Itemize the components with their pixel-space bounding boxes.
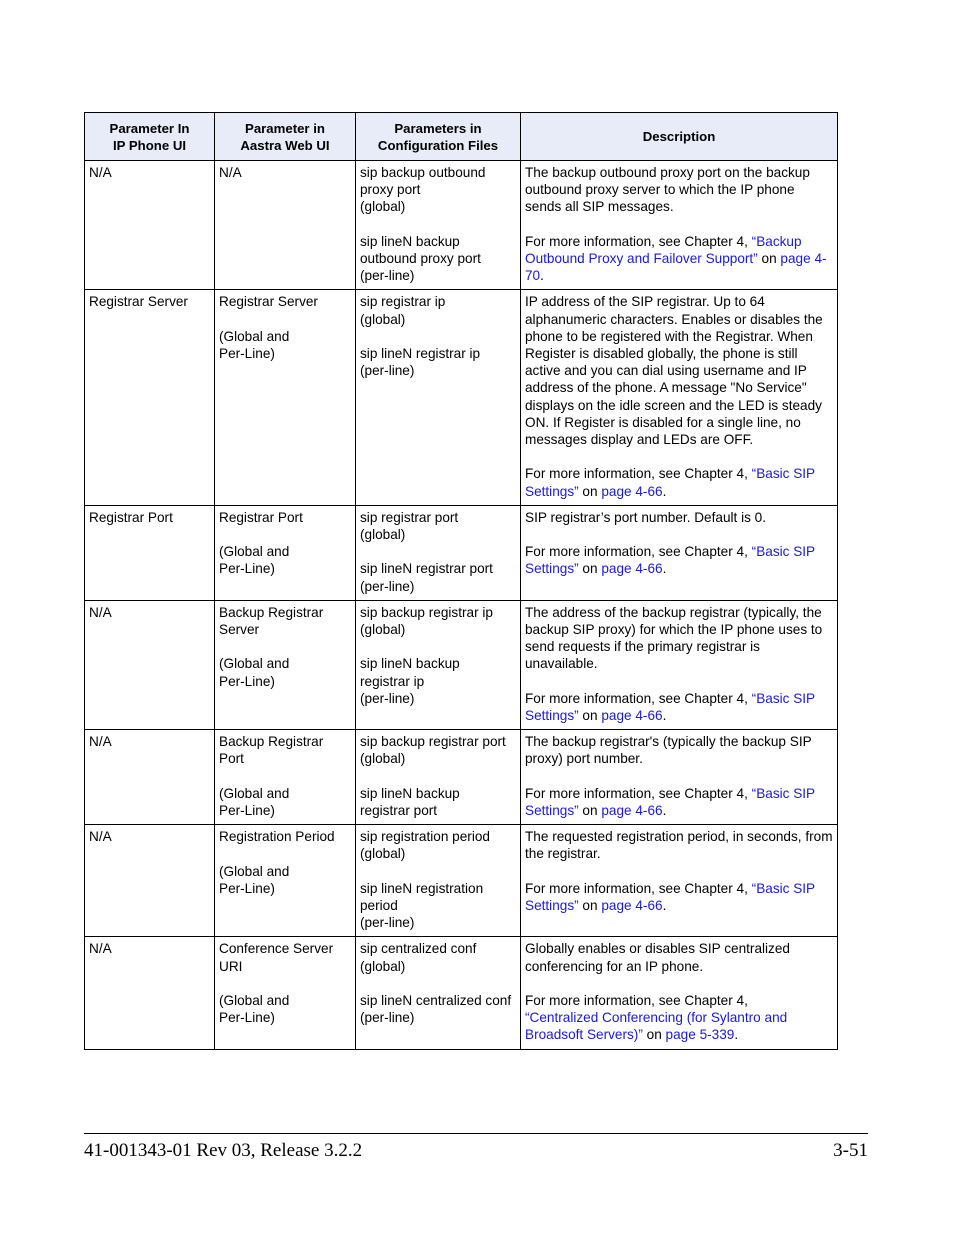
header-description: Description [521,113,838,161]
more-info-text [525,465,833,499]
description-text: SIP registrar’s port number. Default is 0. [525,509,767,525]
page-reference-link[interactable]: page 4-66 [601,898,663,914]
web-ui-text: (Global and Per-Line) [219,328,290,361]
more-info-text [525,992,833,1044]
paragraph-gap [525,448,833,465]
more-info-prefix: For more information, see Chapter 4, [525,993,748,1009]
table-row [85,937,838,1049]
config-parameter-text: sip lineN centralized conf (per-line) [360,993,512,1026]
table-row [85,730,838,825]
config-parameter-text: sip lineN registrar port (per-line) [360,561,493,594]
paragraph-gap [219,526,351,543]
web-ui-text: (Global and Per-Line) [219,785,290,819]
description-text: The address of the backup registrar (typically, the backup SIP proxy) for which the IP phone uses to send requests if the primary registrar is unavailable. [525,604,823,672]
paragraph-gap [360,638,516,655]
paragraph-gap [525,526,833,543]
more-info-end: . [662,803,667,819]
config-parameter-text: sip backup registrar ip (global) [360,604,493,638]
cell-description [521,730,838,825]
more-info-end: . [662,483,667,499]
paragraph-gap [525,673,833,690]
config-parameter-text: sip lineN registration period (per-line) [360,880,484,931]
config-parameter-text: sip lineN backup registrar ip (per-line) [360,656,460,706]
cell-description [521,161,838,290]
web-ui-text: Conference Server URI [219,941,334,974]
table-row [85,505,838,600]
description-text: IP address of the SIP registrar. Up to 64 alphanumeric characters. Enables or disables the phone to be registered with the Registrar. When Register is disabled globally, the phone is still active and you can dial using username and IP address of the phone. A message "No Service" displays on the idle screen and the LED is steady ON. If Register is disabled for a single line, no messages display and LEDs are OFF. [525,294,823,448]
web-ui-text: Registrar Port [219,509,303,525]
paragraph-gap [525,863,833,880]
more-info-prefix: For more information, see Chapter 4, [525,785,752,801]
paragraph-gap [360,975,516,992]
web-ui-text: Backup Registrar Port [219,734,324,767]
config-parameter-text: sip registrar port (global) [360,509,459,543]
cell-phone-ui: N/A [85,730,215,825]
paragraph-gap [219,975,351,992]
more-info-on: on [757,251,781,266]
more-info-on: on [578,483,602,499]
header-phone-ui: Parameter In IP Phone UI [85,113,215,161]
cell-description [521,825,838,937]
cell-web-ui [215,937,356,1049]
cell-web-ui [215,600,356,729]
paragraph-gap [360,768,516,785]
table-row [85,290,838,505]
more-info-end: . [662,898,667,914]
cell-phone-ui: N/A [85,161,215,290]
more-info-on: on [578,561,602,577]
paragraph-gap [360,543,516,560]
description-text: The requested registration period, in seconds, from the registrar. [525,829,833,862]
web-ui-text: Backup Registrar Server [219,604,324,638]
section-cross-reference-link[interactable]: “Basic SIP Settings” [525,690,815,724]
cell-config-files [356,161,521,290]
footer-page-number: 3-51 [833,1140,868,1161]
section-cross-reference-link[interactable]: “Basic SIP Settings” [525,880,815,914]
cell-config-files [356,730,521,825]
page-footer [84,1133,868,1161]
paragraph-gap [360,216,516,233]
more-info-prefix: For more information, see Chapter 4, [525,690,752,706]
cell-phone-ui: Registrar Port [85,505,215,600]
config-parameter-text: sip backup outbound proxy port (global) [360,165,486,215]
paragraph-gap [360,328,516,345]
cell-phone-ui: N/A [85,600,215,729]
page-reference-link[interactable]: page 5-339 [665,1027,735,1043]
cell-phone-ui: N/A [85,937,215,1049]
paragraph-gap [525,768,833,785]
section-cross-reference-link[interactable]: “Basic SIP Settings” [525,544,815,577]
cell-description [521,290,838,505]
cell-config-files [356,937,521,1049]
more-info-on: on [578,803,602,819]
header-web-ui: Parameter in Aastra Web UI [215,113,356,161]
cell-config-files [356,290,521,505]
page-reference-link[interactable]: page 4-66 [601,708,663,724]
cell-description [521,937,838,1049]
cell-web-ui [215,825,356,937]
more-info-text [525,543,833,577]
section-cross-reference-link[interactable]: “Basic SIP Settings” [525,785,815,819]
table-body [85,161,838,1050]
web-ui-text: N/A [219,165,242,180]
more-info-on: on [642,1027,666,1043]
table-row [85,600,838,729]
parameter-table [84,112,838,1050]
table-header-row [85,113,838,161]
page-reference-link[interactable]: page 4-66 [601,803,663,819]
cell-phone-ui: N/A [85,825,215,937]
paragraph-gap [219,311,351,328]
cell-web-ui [215,505,356,600]
section-cross-reference-link[interactable]: “Backup Outbound Proxy and Failover Support” [525,233,802,266]
more-info-prefix: For more information, see Chapter 4, [525,466,752,482]
cell-config-files [356,825,521,937]
config-parameter-text: sip registration period (global) [360,829,490,862]
cell-web-ui [215,290,356,505]
cell-web-ui [215,161,356,290]
web-ui-text: (Global and Per-Line) [219,544,290,577]
more-info-on: on [578,898,602,914]
web-ui-text: Registration Period [219,829,335,845]
cell-phone-ui: Registrar Server [85,290,215,505]
section-cross-reference-link[interactable]: “Centralized Conferencing (for Sylantro and Broadsoft Servers)” [525,1010,788,1043]
web-ui-text: (Global and Per-Line) [219,863,290,896]
more-info-text [525,785,833,819]
paragraph-gap [525,975,833,992]
header-config-files: Parameters in Configuration Files [356,113,521,161]
config-parameter-text: sip registrar ip (global) [360,294,446,327]
table-row [85,161,838,290]
more-info-end: . [734,1027,739,1043]
page-reference-link[interactable]: page 4-70 [525,251,827,284]
cell-web-ui [215,730,356,825]
paragraph-gap [360,863,516,880]
config-parameter-text: sip centralized conf (global) [360,941,477,974]
config-parameter-text: sip lineN registrar ip (per-line) [360,346,481,379]
page-reference-link[interactable]: page 4-66 [601,483,663,499]
description-text: Globally enables or disables SIP centralized conferencing for an IP phone. [525,941,790,974]
section-cross-reference-link[interactable]: “Basic SIP Settings” [525,466,815,499]
paragraph-gap [219,845,351,862]
more-info-on: on [578,708,602,724]
config-parameter-text: sip backup registrar port (global) [360,734,506,767]
more-info-end: . [662,708,667,724]
web-ui-text: (Global and Per-Line) [219,993,290,1026]
web-ui-text: Registrar Server [219,294,318,310]
paragraph-gap [525,216,833,233]
config-parameter-text: sip lineN backup outbound proxy port (per-line) [360,233,481,284]
cell-config-files [356,600,521,729]
paragraph-gap [219,638,351,655]
footer-document-id: 41-001343-01 Rev 03, Release 3.2.2 [84,1140,363,1161]
cell-description [521,600,838,729]
cell-config-files [356,505,521,600]
more-info-text [525,233,833,285]
paragraph-gap [219,768,351,785]
table-row [85,825,838,937]
more-info-text [525,690,833,724]
description-text: The backup outbound proxy port on the backup outbound proxy server to which the IP phone sends all SIP messages. [525,165,810,215]
more-info-prefix: For more information, see Chapter 4, [525,880,752,896]
description-text: The backup registrar's (typically the backup SIP proxy) port number. [525,734,812,767]
more-info-text [525,880,833,914]
cell-description [521,505,838,600]
web-ui-text: (Global and Per-Line) [219,656,290,689]
more-info-end: . [540,268,544,284]
more-info-prefix: For more information, see Chapter 4, [525,544,752,560]
config-parameter-text: sip lineN backup registrar port [360,785,460,819]
more-info-end: . [662,561,667,577]
more-info-prefix: For more information, see Chapter 4, [525,233,752,249]
page-reference-link[interactable]: page 4-66 [601,561,663,577]
